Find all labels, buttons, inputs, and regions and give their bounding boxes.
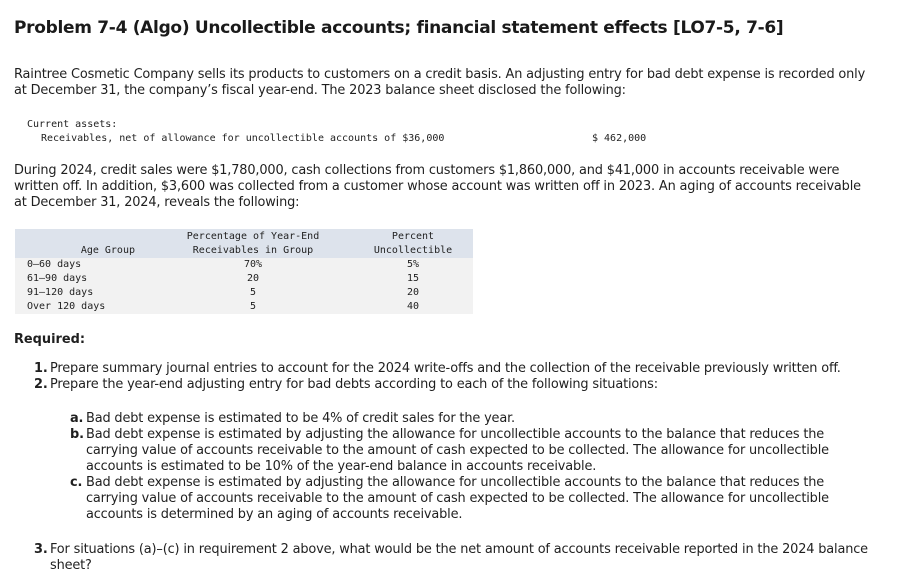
percentage-cell: 5 — [153, 300, 353, 314]
intro-paragraph: Raintree Cosmetic Company sells its products to customers on a credit basis. An adjusting entry for bad debt expense is recorded only at December 31, the company’s fiscal year-end. The 2023 balance sheet disclosed the following: — [14, 67, 866, 98]
age-group-cell: Over 120 days — [15, 300, 153, 314]
situation-b — [70, 427, 846, 475]
aging-table — [15, 229, 473, 314]
header-age-group: Age Group — [15, 229, 153, 258]
age-group-cell: 61–90 days — [15, 272, 153, 286]
uncollectible-cell: 5% — [353, 258, 473, 272]
header-uncollectible: Percent Uncollectible — [353, 229, 473, 258]
situation-c — [70, 475, 846, 523]
current-assets-heading: Current assets: — [27, 119, 118, 130]
required-label: Required: — [14, 332, 85, 347]
header-percentage: Percentage of Year-End Receivables in Group — [153, 229, 353, 258]
situation-letter: c. — [70, 475, 83, 490]
requirement-3 — [34, 542, 890, 574]
age-group-cell: 91–120 days — [15, 286, 153, 300]
situation-text: Bad debt expense is estimated to be 4% of credit sales for the year. — [86, 411, 515, 426]
table-row — [15, 258, 473, 272]
uncollectible-cell: 15 — [353, 272, 473, 286]
table-row — [15, 272, 473, 286]
current-assets-block — [27, 118, 657, 146]
age-group-cell: 0–60 days — [15, 258, 153, 272]
receivables-line: Receivables, net of allowance for uncollectible accounts of $36,000 — [41, 133, 445, 144]
requirement-text: Prepare the year-end adjusting entry for bad debts according to each of the following situations: — [50, 377, 658, 392]
situation-letter: b. — [70, 427, 84, 442]
situation-text: Bad debt expense is estimated by adjusting the allowance for uncollectible accounts to the balance that reduces the carrying value of accounts receivable to the amount of cash expected to be collected. The allowance for uncollectible accounts is determined by an aging of accounts receivable. — [86, 475, 829, 522]
requirement-number: 3. — [34, 542, 48, 557]
situation-text: Bad debt expense is estimated by adjusting the allowance for uncollectible accounts to the balance that reduces the carrying value of accounts receivable to the amount of cash expected to be collected. The allowance for uncollectible accounts is estimated to be 10% of the year-end balance in accounts receivable. — [86, 427, 829, 474]
situation-letter: a. — [70, 411, 84, 426]
requirement-text: Prepare summary journal entries to account for the 2024 write-offs and the collection of the receivable previously written off. — [50, 361, 841, 376]
situation-a — [70, 411, 846, 427]
percentage-cell: 20 — [153, 272, 353, 286]
requirement-number: 1. — [34, 361, 48, 376]
receivables-amount: $ 462,000 — [592, 133, 647, 144]
percentage-cell: 70% — [153, 258, 353, 272]
percentage-cell: 5 — [153, 286, 353, 300]
problem-title: Problem 7-4 (Algo) Uncollectible accounts; financial statement effects [LO7-5, 7-6] — [14, 18, 784, 38]
aging-header-row — [15, 229, 473, 258]
requirement-2 — [34, 377, 864, 393]
requirement-text: For situations (a)–(c) in requirement 2 above, what would be the net amount of accounts receivable reported in the 2024 balance sheet? — [50, 542, 868, 573]
uncollectible-cell: 40 — [353, 300, 473, 314]
table-row — [15, 286, 473, 300]
requirement-1 — [34, 361, 864, 377]
during-paragraph: During 2024, credit sales were $1,780,000, cash collections from customers $1,860,000, and $41,000 in accounts receivable were written off. In addition, $3,600 was collected from a customer whose account was written off in 2023. An aging of accounts receivable at December 31, 2024, reveals the following: — [14, 163, 861, 210]
requirement-number: 2. — [34, 377, 48, 392]
uncollectible-cell: 20 — [353, 286, 473, 300]
table-row — [15, 300, 473, 314]
